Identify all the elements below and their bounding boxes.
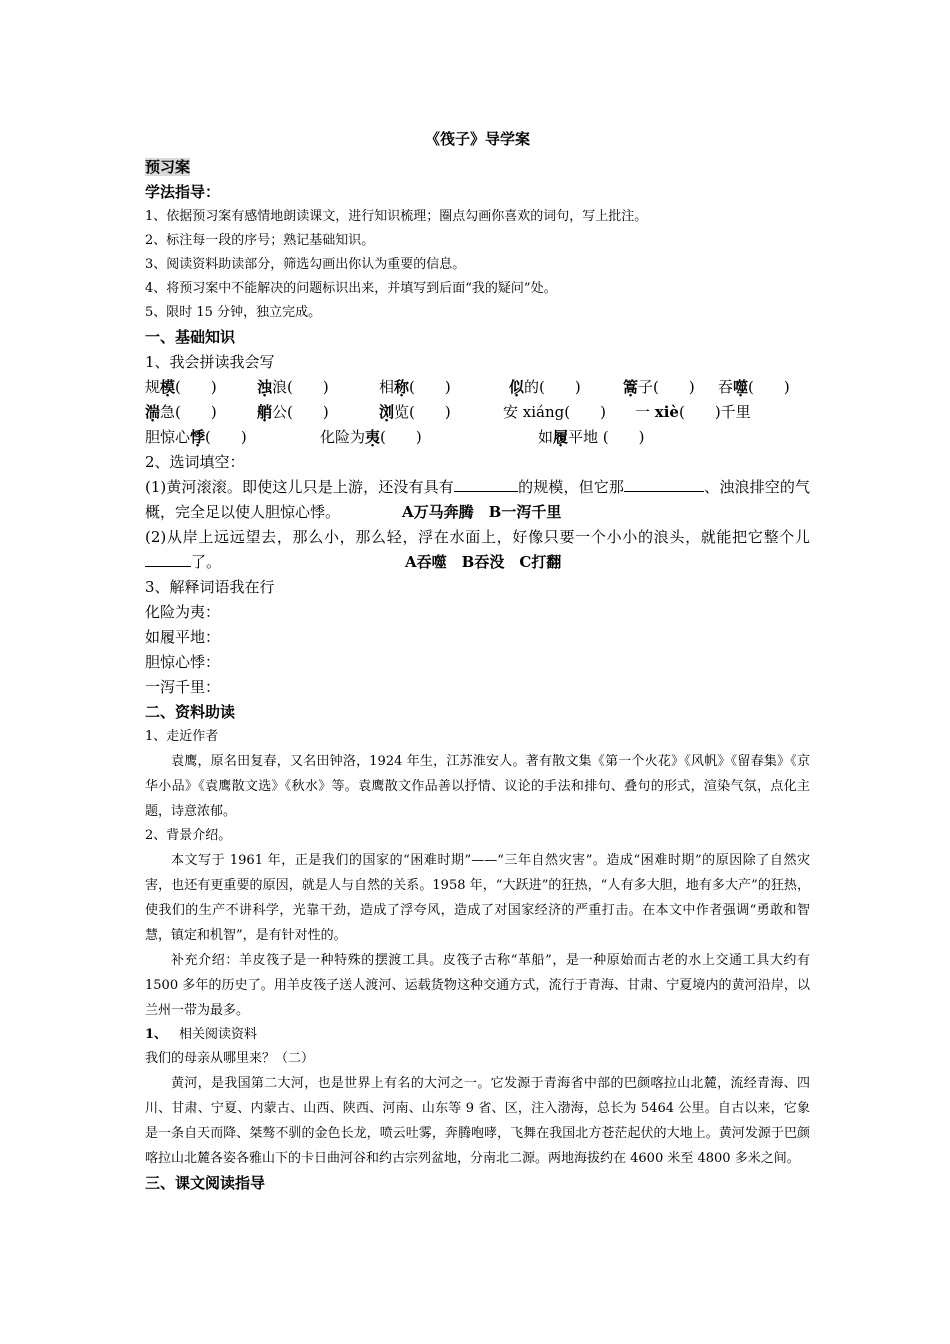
pinyin-target-char: 似 [509, 378, 525, 396]
pinyin-target-char: 艄 [257, 403, 273, 421]
supplement-text: 补充介绍：羊皮筏子是一种特殊的摆渡工具。皮筏子古称“革船”，是一种原始而古老的水上交通工具大约有 1500 多年的历史了。用羊皮筏子送人渡河、运载货物这种交通方式，流行于青海、甘肃、宁夏境内的黄河沿岸，以兰州一带为最多。 [145, 953, 810, 1018]
pinyin-text: 安 xiáng( ) [503, 403, 606, 421]
pinyin-text: ( ) [175, 378, 217, 396]
pinyin-target-char: 悸 [190, 428, 206, 446]
q2-heading: 2、选词填空： [145, 453, 245, 471]
author-text: 袁鹰，原名田复春，又名田钟洛，1924 年生，江苏淮安人。著有散文集《第一个火花》《风帆》《留春集》《京华小品》《袁鹰散文选》《秋水》等。袁鹰散文作品善以抒情、议论的手法和排句、叠句的形式，渲染气氛，点化主题，诗意浓郁。 [145, 754, 810, 819]
q2-blank-2[interactable] [624, 477, 704, 492]
pinyin-text: 子( ) [638, 378, 695, 396]
pinyin-target-char: 篙 [623, 378, 639, 396]
q2-part2-text-a: (2)从岸上远远望去，那么小，那么轻，浮在水面上，好像只要一个小小的浪头，就能把它整个儿 [145, 528, 810, 546]
pinyin-row [145, 375, 810, 400]
pinyin-target-char: 湍 [145, 403, 161, 421]
method-item: 4、将预习案中不能解决的问题标识出来，并填写到后面“我的疑问”处。 [145, 281, 557, 296]
q1-heading: 1、我会拼读我会写 [145, 353, 275, 371]
pinyin-item[interactable] [320, 425, 538, 450]
pinyin-item[interactable] [257, 375, 379, 400]
section1-heading: 一、基础知识 [145, 328, 236, 346]
pinyin-text: 吞 [718, 378, 734, 396]
related-heading: 相关阅读资料 [179, 1027, 258, 1042]
pinyin-text: ( ) [380, 428, 422, 446]
pinyin-text: 公( ) [272, 403, 329, 421]
pinyin-text: 如 [538, 428, 554, 446]
pinyin-item[interactable] [145, 425, 320, 450]
q3-heading: 3、解释词语我在行 [145, 578, 275, 596]
article-text: 黄河，是我国第二大河，也是世界上有名的大河之一。它发源于青海省中部的巴颜喀拉山北麓，流经青海、四川、甘肃、宁夏、内蒙古、山西、陕西、河南、山东等 9 省、区，注入渤海，总长为 5464 公里。自古以来，它象是一条自天而降、桀骜不驯的金色长龙，喷云吐雾，奔腾咆哮，飞舞在我国北方苍茫起伏的大地上。黄河发源于巴颜喀拉山北麓各姿各雅山下的卡日曲河谷和约古宗列盆地，分南北二源。两地海拔约在 4600 米至 4800 多米之间。 [145, 1076, 810, 1166]
pinyin-row [145, 425, 810, 450]
pinyin-grid [145, 375, 810, 450]
page-title: 《筏子》导学案 [424, 130, 530, 148]
q3-item: 化险为夷： [145, 603, 221, 621]
q2-blank-1[interactable] [454, 477, 518, 492]
pinyin-text: ( ) [205, 428, 247, 446]
q3-item: 如履平地： [145, 628, 221, 646]
pinyin-text: 浪( ) [272, 378, 329, 396]
pinyin-text: 胆惊心 [145, 428, 191, 446]
q3-list [145, 600, 810, 700]
method-item: 1、依据预习案有感情地朗读课文，进行知识梳理；圈点勾画你喜欢的词句，写上批注。 [145, 209, 648, 224]
pinyin-text: 相 [379, 378, 395, 396]
q2-part2 [145, 525, 810, 575]
q3-item: 一泻千里： [145, 678, 221, 696]
pinyin-text: ( ) [748, 378, 790, 396]
pinyin-item[interactable] [538, 425, 738, 450]
pinyin-item[interactable] [379, 375, 509, 400]
q2-part1-text-b: 的规模，但它那 [517, 478, 625, 496]
section3-heading: 三、课文阅读指导 [145, 1174, 266, 1192]
pinyin-target-char: 噬 [733, 378, 749, 396]
pinyin-text: 规 [145, 378, 161, 396]
pinyin-text: ( ) [409, 378, 451, 396]
pinyin-text: ( )千里 [678, 403, 751, 421]
pinyin-item[interactable] [503, 400, 635, 425]
pinyin-item[interactable] [379, 400, 503, 425]
document-page [145, 118, 810, 1196]
method-heading: 学法指导： [145, 183, 221, 201]
q2-part2-text-b: 了。 [191, 553, 222, 571]
method-item: 5、限时 15 分钟，独立完成。 [145, 305, 322, 320]
pinyin-target-char: 夷 [365, 428, 381, 446]
pinyin-item[interactable] [145, 375, 257, 400]
pinyin-item[interactable] [718, 375, 808, 400]
pinyin-text: 的( ) [524, 378, 581, 396]
method-item: 3、阅读资料助读部分，筛选勾画出你认为重要的信息。 [145, 257, 466, 272]
pinyin-text: 平地 ( ) [568, 428, 645, 446]
pinyin-text: 化险为 [320, 428, 366, 446]
related-heading-row [145, 1023, 810, 1047]
q2-part2-options: A吞噬 B吞没 C打翻 [405, 553, 562, 571]
pinyin-text: 一 [635, 403, 655, 421]
pinyin-target-char: 浊 [257, 378, 273, 396]
pinyin-item[interactable] [509, 375, 623, 400]
q2-part1-text-c: 、浊浪排空的气概，完全足以使人胆惊心悸。 [145, 478, 810, 521]
related-num: 1、 [145, 1027, 168, 1042]
q2-part1 [145, 475, 810, 525]
section2-heading: 二、资料助读 [145, 703, 236, 721]
q3-item: 胆惊心悸： [145, 653, 221, 671]
q2-part1-text-a: (1)黄河滚滚。即使这儿只是上游，还没有具有 [145, 478, 454, 496]
pinyin-target-char: 称 [394, 378, 410, 396]
pinyin-target-char: xiè [654, 403, 679, 421]
article-title: 我们的母亲从哪里来？（二） [145, 1051, 315, 1066]
pinyin-text: 览( ) [394, 403, 451, 421]
pinyin-target-char: 模 [160, 378, 176, 396]
pinyin-item[interactable] [257, 400, 379, 425]
preview-label [145, 155, 810, 180]
q2-part1-options: A万马奔腾 B一泻千里 [402, 503, 562, 521]
pinyin-row [145, 400, 810, 425]
pinyin-target-char: 履 [553, 428, 569, 446]
pinyin-target-char: 浏 [379, 403, 395, 421]
pinyin-item[interactable] [145, 400, 257, 425]
method-list [145, 205, 810, 325]
q2-blank-3[interactable] [145, 552, 191, 567]
pinyin-text: 急( ) [160, 403, 217, 421]
preview-label-text: 预习案 [145, 158, 191, 176]
author-heading: 1、走近作者 [145, 729, 219, 744]
method-item: 2、标注每一段的序号；熟记基础知识。 [145, 233, 375, 248]
background-text: 本文写于 1961 年，正是我们的国家的“困难时期”——“三年自然灾害”。造成“困难时期”的原因除了自然灾害，也还有更重要的原因，就是人与自然的关系。1958 年，“大跃进”的狂热，“人有多大胆，地有多大产”的狂热，使我们的生产不讲科学，光靠干劲，造成了浮夸风，造成了对国家经济的严重打击。在本文中作者强调“勇敢和智慧，镇定和机智”，是有针对性的。 [145, 853, 810, 943]
background-heading: 2、背景介绍。 [145, 828, 232, 843]
pinyin-item[interactable] [635, 400, 775, 425]
pinyin-item[interactable] [623, 375, 718, 400]
